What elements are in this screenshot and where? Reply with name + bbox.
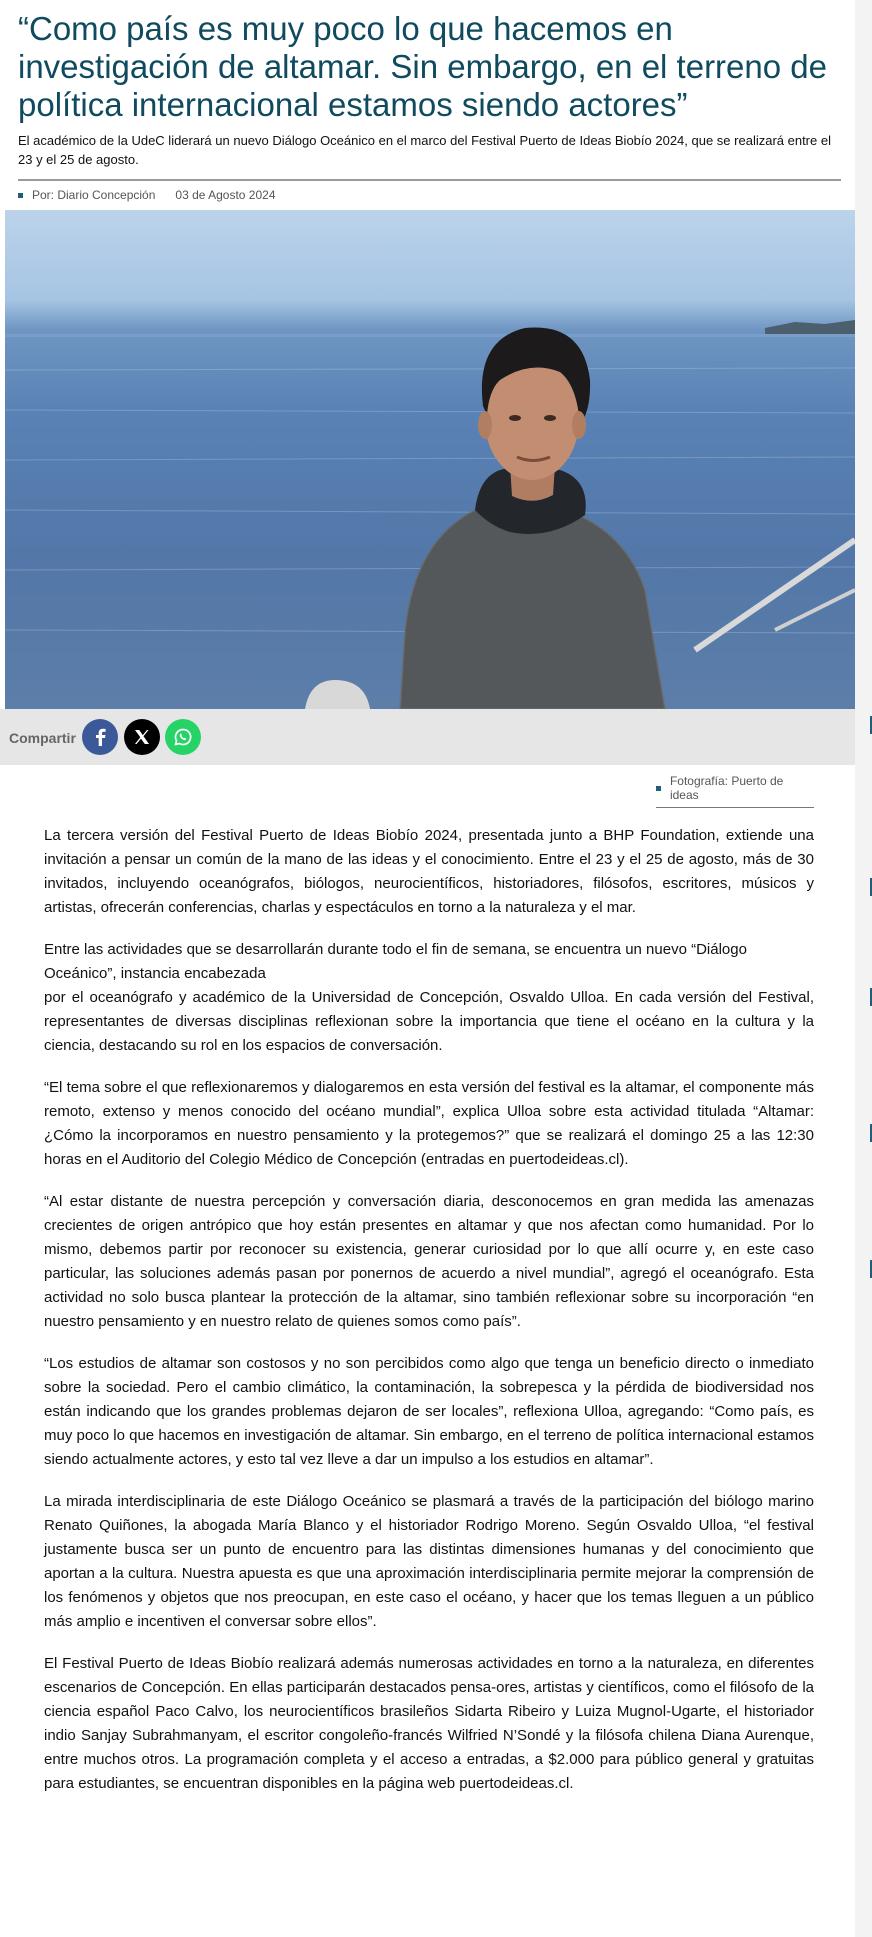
byline xyxy=(18,188,276,202)
header-divider xyxy=(18,179,841,181)
article-paragraph: “Los estudios de altamar son costosos y no son percibidos como algo que tenga un beneficio directo o inmediato sobre la sociedad. Pero el cambio climático, la contaminación, la sobrepesca y la pérdida de biodiversidad nos están indicando que los grandes problemas dejaron de ser locales”, reflexiona Ulloa, agregando: “Como país, es muy poco lo que hacemos en investigación de altamar. Sin embargo, en el terreno de política internacional estamos siendo actualmente actores, y esto tal vez lleve a dar un impulso a los estudios en altamar”. xyxy=(44,1355,814,1468)
facebook-icon xyxy=(93,728,107,746)
credit-square-icon xyxy=(656,786,661,791)
article-date: 03 de Agosto 2024 xyxy=(175,188,276,202)
article-paragraph: La mirada interdisciplinaria de este Diálogo Oceánico se plasmará a través de la participación del biólogo marino Renato Quiñones, la abogada María Blanco y el historiador Rodrigo Moreno. Según Osvaldo Ulloa, “el festival justamente busca ser un punto de encuentro para las distintas dimensiones humanas y del conocimiento que aportan a la cultura. Nuestra apuesta es que una aproximación interdisciplinaria permite mejorar la comprensión de los fenómenos y objetos que nos preocupan, en este caso el océano, y hacer que los temas lleguen a un público más amplio e incentiven el conversar sobre ellos”. xyxy=(44,1493,814,1630)
photo-credit xyxy=(656,774,814,808)
article-headline: “Como país es muy poco lo que hacemos en investigación de altamar. Sin embargo, en el terreno de política internacional estamos siendo actores” xyxy=(18,10,827,123)
portrait-illustration xyxy=(5,210,855,709)
sidebar-strip xyxy=(855,0,872,1937)
x-icon xyxy=(133,728,151,746)
article-body xyxy=(44,824,814,1814)
whatsapp-share-button[interactable] xyxy=(165,719,201,755)
article-paragraph: Entre las actividades que se desarrollarán durante todo el fin de semana, se encuentra un nuevo “Diálogo Oceánico”, instancia encabezada xyxy=(44,941,747,982)
share-bar xyxy=(0,709,855,765)
article-author[interactable]: Por: Diario Concepción xyxy=(32,188,156,202)
whatsapp-icon xyxy=(173,727,193,747)
byline-square-icon xyxy=(18,193,23,198)
share-label: Compartir xyxy=(9,730,76,746)
article-paragraph: La tercera versión del Festival Puerto de Ideas Biobío 2024, presentada junto a BHP Foundation, extiende una invitación a pensar un común de la mano de las ideas y el conocimiento. Entre el 23 y el 25 de agosto, más de 30 invitados, incluyendo oceanógrafos, biólogos, neurocientíficos, historiadores, filósofos, escritores, músicos y artistas, ofrecerán conferencias, charlas y espectáculos en torno a la naturaleza y el mar. xyxy=(44,827,814,916)
article-subtitle: El académico de la UdeC liderará un nuevo Diálogo Oceánico en el marco del Festival Puerto de Ideas Biobío 2024, que se realizará entre el 23 y el 25 de agosto. xyxy=(18,133,831,167)
facebook-share-button[interactable] xyxy=(82,719,118,755)
article-photo xyxy=(5,210,855,709)
photo-credit-text: Fotografía: Puerto de ideas xyxy=(669,774,784,802)
article-paragraph: “El tema sobre el que reflexionaremos y dialogaremos en esta versión del festival es la altamar, el componente más remoto, extenso y menos conocido del océano mundial”, explica Ulloa sobre esta actividad titulada “Altamar: ¿Cómo la incorporamos en nuestro pensamiento y la protegemos?” que se realizará el domingo 25 a las 12:30 horas en el Auditorio del Colegio Médico de Concepción (entradas en puertodeideas.cl). xyxy=(44,1079,814,1168)
article-paragraph: por el oceanógrafo y académico de la Universidad de Concepción, Osvaldo Ulloa. En cada versión del Festival, representantes de diversas disciplinas reflexionan sobre la importancia que tiene el océano en la cultura y la ciencia, destacando su rol en los espacios de conversación. xyxy=(44,989,814,1054)
article-paragraph: El Festival Puerto de Ideas Biobío realizará además numerosas actividades en torno a la naturaleza, en diferentes escenarios de Concepción. En ellas participarán destacados pensa-ores, artistas y científicos, como el filósofo de la ciencia español Paco Calvo, los neurocientíficos brasileños Sidarta Ribeiro y Luiza Mugnol-Ugarte, el historiador indio Sanjay Subrahmanyam, el escritor congoleño-francés Wilfried N’Sondé y la filósofa chilena Diana Aurenque, entre muchos otros. La programación completa y el acceso a entradas, a $2.000 para público general y gratuitas para estudiantes, se encuentran disponibles en la página web puertodeideas.cl. xyxy=(44,1655,814,1792)
article-paragraph: “Al estar distante de nuestra percepción y conversación diaria, desconocemos en gran medida las amenazas crecientes de origen antrópico que hoy están presentes en altamar y que nos afectan como humanidad. Por lo mismo, debemos partir por reconocer su existencia, generar curiosidad por lo que allí ocurre y, en este caso particular, las soluciones además pasan por ponernos de acuerdo a nivel mundial”, agregó el oceanógrafo. Esta actividad no solo busca plantear la protección de la altamar, sino también reflexionar sobre su incorporación “en nuestro pensamiento y en nuestro relato de quienes somos como país”. xyxy=(44,1193,814,1330)
x-share-button[interactable] xyxy=(124,719,160,755)
